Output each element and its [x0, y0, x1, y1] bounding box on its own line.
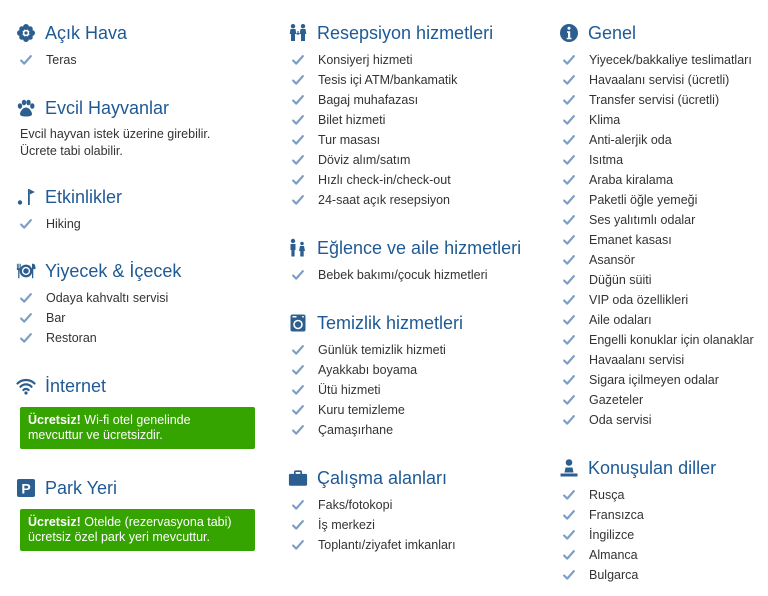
checkmark-icon [563, 294, 575, 306]
list-item-label: Günlük temizlik hizmeti [318, 343, 446, 357]
section-title: Eğlence ve aile hizmetleri [317, 237, 522, 258]
section-parking [16, 475, 261, 551]
list-item [559, 350, 764, 370]
flag-icon [16, 187, 36, 207]
list-item-label: İngilizce [589, 528, 635, 542]
section-reception [288, 20, 550, 210]
checkmark-icon [563, 509, 575, 521]
paw-icon [16, 98, 36, 118]
list-item [288, 70, 550, 90]
plate-icon [16, 261, 36, 281]
reception-icon [288, 23, 308, 43]
list-item [559, 130, 764, 150]
list-item [559, 90, 764, 110]
checkmark-icon [292, 424, 304, 436]
checkmark-icon [292, 74, 304, 86]
checkmark-icon [563, 194, 575, 206]
section-activities [16, 184, 261, 234]
checkmark-icon [563, 529, 575, 541]
list-item-label: Hızlı check-in/check-out [318, 173, 451, 187]
list-item-label: Ütü hizmeti [318, 383, 381, 397]
list-item [288, 515, 550, 535]
list-item-label: Çamaşırhane [318, 423, 394, 437]
section-title: Etkinlikler [45, 186, 123, 207]
checkmark-icon [292, 134, 304, 146]
free-wifi-text: Wi-fi otel genelinde mevcuttur ve ücretsizdir. [28, 413, 191, 442]
checkmark-icon [292, 344, 304, 356]
list-item [288, 420, 550, 440]
section-title: Konuşulan diller [588, 457, 717, 478]
list-item [16, 214, 261, 234]
list-item [559, 270, 764, 290]
list-item [559, 170, 764, 190]
list-item-label: Isıtma [589, 153, 624, 167]
list-item [288, 265, 550, 285]
checkmark-icon [563, 334, 575, 346]
checkmark-icon [563, 94, 575, 106]
list-item-label: Kuru temizleme [318, 403, 405, 417]
checkmark-icon [20, 312, 32, 324]
list-item-label: Emanet kasası [589, 233, 672, 247]
section-cleaning [288, 310, 550, 440]
list-item-label: Klima [589, 113, 621, 127]
list-item-label: Tesis içi ATM/bankamatik [318, 73, 458, 87]
section-header [288, 20, 550, 46]
list-item [288, 190, 550, 210]
checkmark-icon [563, 174, 575, 186]
list-item [559, 190, 764, 210]
checkmark-icon [563, 214, 575, 226]
checkmark-icon [563, 314, 575, 326]
checkmark-icon [20, 54, 32, 66]
list-item-label: Aile odaları [589, 313, 652, 327]
facility-list [16, 50, 261, 70]
pets-policy [20, 126, 261, 160]
free-wifi-badge [20, 407, 255, 449]
list-item-label: Döviz alım/satım [318, 153, 411, 167]
checkmark-icon [20, 218, 32, 230]
section-general [559, 20, 764, 430]
checkmark-icon [563, 74, 575, 86]
pets-policy-line: Evcil hayvan istek üzerine girebilir. [20, 127, 211, 141]
list-item [559, 525, 764, 545]
list-item [288, 340, 550, 360]
list-item [559, 330, 764, 350]
checkmark-icon [292, 519, 304, 531]
section-header [559, 20, 764, 46]
section-title: Resepsiyon hizmetleri [317, 22, 494, 43]
checkmark-icon [292, 194, 304, 206]
list-item [559, 50, 764, 70]
list-item-label: Engelli konuklar için olanaklar [589, 333, 754, 347]
checkmark-icon [292, 404, 304, 416]
list-item [559, 390, 764, 410]
checkmark-icon [292, 154, 304, 166]
facility-list [16, 288, 261, 348]
list-item [559, 230, 764, 250]
section-header [559, 455, 764, 481]
flower-icon [16, 23, 36, 43]
list-item [288, 170, 550, 190]
section-food [16, 258, 261, 348]
list-item [288, 400, 550, 420]
list-item [559, 150, 764, 170]
section-languages [559, 455, 764, 585]
checkmark-icon [563, 114, 575, 126]
facility-list [288, 265, 550, 285]
list-item-label: Yiyecek/bakkaliye teslimatları [589, 53, 752, 67]
checkmark-icon [563, 254, 575, 266]
briefcase-icon [288, 468, 308, 488]
checkmark-icon [292, 499, 304, 511]
info-icon [559, 23, 579, 43]
section-header [16, 20, 261, 46]
checkmark-icon [563, 154, 575, 166]
list-item-label: Bar [46, 311, 66, 325]
list-item-label: Transfer servisi (ücretli) [589, 93, 720, 107]
section-outdoor [16, 20, 261, 70]
list-item [559, 70, 764, 90]
list-item [288, 360, 550, 380]
list-item [288, 495, 550, 515]
list-item [559, 310, 764, 330]
list-item-label: 24-saat açık resepsiyon [318, 193, 451, 207]
svg-text:P: P [21, 480, 31, 497]
checkmark-icon [292, 54, 304, 66]
list-item-label: Almanca [589, 548, 638, 562]
facility-list [559, 50, 764, 430]
checkmark-icon [563, 274, 575, 286]
section-header [288, 235, 550, 261]
pets-fee-line: Ücrete tabi olabilir. [20, 144, 123, 158]
list-item-label: Bulgarca [589, 568, 639, 582]
checkmark-icon [292, 364, 304, 376]
facility-list [288, 495, 550, 555]
section-title: Park Yeri [45, 477, 118, 498]
checkmark-icon [563, 489, 575, 501]
wifi-icon [16, 376, 36, 396]
list-item [559, 110, 764, 130]
section-header [16, 184, 261, 210]
list-item [16, 328, 261, 348]
checkmark-icon [292, 269, 304, 281]
checkmark-icon [20, 292, 32, 304]
section-title: Açık Hava [45, 22, 128, 43]
list-item-label: Havaalanı servisi (ücretli) [589, 73, 730, 87]
list-item-label: Bebek bakımı/çocuk hizmetleri [318, 268, 488, 282]
list-item [559, 410, 764, 430]
list-item [16, 288, 261, 308]
list-item [559, 505, 764, 525]
list-item [559, 545, 764, 565]
section-internet [16, 373, 261, 449]
section-title: Yiyecek & İçecek [45, 260, 182, 281]
list-item [16, 308, 261, 328]
section-header [16, 373, 261, 399]
list-item [559, 210, 764, 230]
list-item-label: Restoran [46, 331, 97, 345]
checkmark-icon [563, 394, 575, 406]
list-item [288, 90, 550, 110]
checkmark-icon [563, 234, 575, 246]
checkmark-icon [563, 569, 575, 581]
family-icon [288, 238, 308, 258]
list-item-label: Tur masası [318, 133, 381, 147]
free-parking-text: Otelde (rezervasyona tabi) ücretsiz özel park yeri mevcuttur. [28, 515, 232, 544]
list-item-label: Ses yalıtımlı odalar [589, 213, 696, 227]
section-title: Genel [588, 22, 637, 43]
list-item [288, 535, 550, 555]
list-item-label: Faks/fotokopi [318, 498, 393, 512]
list-item [16, 50, 261, 70]
checkmark-icon [292, 94, 304, 106]
facility-list [288, 50, 550, 210]
list-item [288, 110, 550, 130]
list-item-label: VIP oda özellikleri [589, 293, 689, 307]
washing-machine-icon [288, 313, 308, 333]
checkmark-icon [563, 54, 575, 66]
list-item [559, 290, 764, 310]
section-header [16, 475, 261, 501]
free-label: Ücretsiz! [28, 515, 81, 529]
list-item [559, 370, 764, 390]
facility-list [288, 340, 550, 440]
list-item-label: Ayakkabı boyama [318, 363, 418, 377]
checkmark-icon [292, 384, 304, 396]
list-item [288, 130, 550, 150]
list-item-label: Paketli öğle yemeği [589, 193, 698, 207]
checkmark-icon [563, 134, 575, 146]
list-item-label: Sigara içilmeyen odalar [589, 373, 719, 387]
list-item-label: Toplantı/ziyafet imkanları [318, 538, 456, 552]
section-header [16, 258, 261, 284]
checkmark-icon [563, 374, 575, 386]
list-item-label: İş merkezi [318, 518, 375, 532]
list-item [288, 150, 550, 170]
checkmark-icon [292, 539, 304, 551]
list-item-label: Gazeteler [589, 393, 644, 407]
section-pets [16, 95, 261, 160]
parking-icon [16, 478, 36, 498]
list-item-label: Rusça [589, 488, 625, 502]
speaker-icon [559, 458, 579, 478]
list-item [559, 565, 764, 585]
free-label: Ücretsiz! [28, 413, 81, 427]
list-item-label: Konsiyerj hizmeti [318, 53, 413, 67]
language-list [559, 485, 764, 585]
list-item-label: Araba kiralama [589, 173, 674, 187]
list-item-label: Asansör [589, 253, 635, 267]
list-item-label: Havaalanı servisi [589, 353, 685, 367]
section-family [288, 235, 550, 285]
section-business [288, 465, 550, 555]
section-title: Temizlik hizmetleri [317, 312, 464, 333]
checkmark-icon [292, 174, 304, 186]
list-item [559, 485, 764, 505]
checkmark-icon [563, 414, 575, 426]
list-item-label: Bagaj muhafazası [318, 93, 419, 107]
checkmark-icon [563, 354, 575, 366]
free-parking-badge [20, 509, 255, 551]
facility-list [16, 214, 261, 234]
list-item-label: Hiking [46, 217, 81, 231]
section-title: Çalışma alanları [317, 467, 448, 488]
section-header [288, 465, 550, 491]
list-item-label: Düğün süiti [589, 273, 652, 287]
list-item [288, 50, 550, 70]
checkmark-icon [563, 549, 575, 561]
list-item-label: Anti-alerjik oda [589, 133, 672, 147]
list-item-label: Oda servisi [589, 413, 652, 427]
list-item-label: Fransızca [589, 508, 644, 522]
checkmark-icon [292, 114, 304, 126]
section-title: Evcil Hayvanlar [45, 97, 170, 118]
checkmark-icon [20, 332, 32, 344]
section-header [16, 95, 261, 121]
list-item [559, 250, 764, 270]
section-title: İnternet [45, 375, 107, 396]
list-item-label: Odaya kahvaltı servisi [46, 291, 169, 305]
list-item-label: Teras [46, 53, 77, 67]
section-header [288, 310, 550, 336]
list-item-label: Bilet hizmeti [318, 113, 386, 127]
list-item [288, 380, 550, 400]
